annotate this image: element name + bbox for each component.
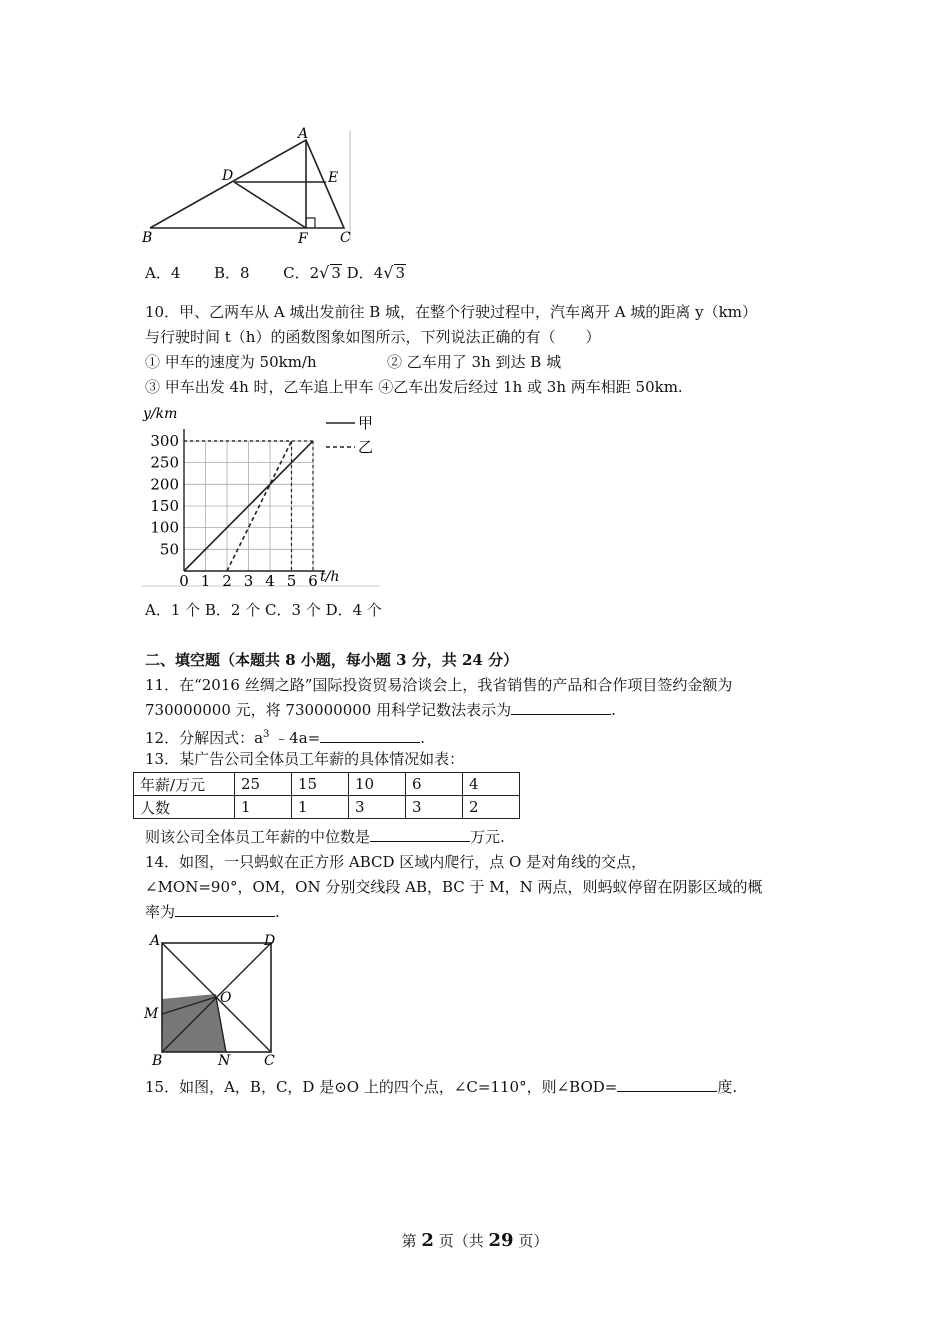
page-number: 2 <box>421 1230 434 1251</box>
x-tick-label: 0 <box>179 572 189 588</box>
table-cell: 3 <box>349 796 406 819</box>
q9-option-d: D．4 <box>346 264 384 282</box>
y-tick-label: 150 <box>150 496 179 515</box>
triangle-figure <box>140 126 360 246</box>
q15-line <box>145 1077 737 1097</box>
x-tick-label: 2 <box>222 572 232 588</box>
total-pages: 29 <box>488 1230 514 1251</box>
q11-line2 <box>145 700 616 720</box>
q14-line2: ∠MON=90°，OM，ON 分别交线段 AB，BC 于 M，N 两点，则蚂蚁停留在阴影区域的概 <box>145 878 763 896</box>
salary-table <box>133 772 520 819</box>
q10-line2: 与行驶时间 t（h）的函数图象如图所示，下列说法正确的有（ ） <box>145 328 601 346</box>
q10-stmt2: ② 乙车用了 3h 到达 B 城 <box>387 353 562 371</box>
table-cell: 2 <box>463 796 520 819</box>
q13-after-suffix: 万元. <box>470 828 505 846</box>
q10-options: A．1 个 B．2 个 C．3 个 D．4 个 <box>145 601 382 619</box>
table-row <box>134 773 520 796</box>
q9-option-c-radicand: 3 <box>331 264 341 282</box>
q14-line1: 14．如图，一只蚂蚁在正方形 ABCD 区域内爬行，点 O 是对角线的交点， <box>145 853 647 871</box>
section-title: 二、填空题（本题共 8 小题，每小题 3 分，共 24 分） <box>145 651 519 669</box>
table-cell: 25 <box>235 773 292 796</box>
y-tick-label: 200 <box>150 475 179 494</box>
q11-answer-blank[interactable] <box>511 700 611 715</box>
footer-suffix: 页） <box>513 1232 549 1250</box>
y-tick-label: 300 <box>150 431 179 450</box>
footer-middle: 页（共 <box>433 1232 489 1250</box>
x-tick-label: 6 <box>308 572 318 588</box>
label-C: C <box>264 1053 275 1068</box>
table-cell: 4 <box>463 773 520 796</box>
q9-option-b: B．8 <box>213 264 250 282</box>
distance-time-chart <box>140 403 390 588</box>
q13-answer-blank[interactable] <box>370 827 470 842</box>
q14-line3 <box>145 902 280 922</box>
label-O: O <box>220 990 232 1006</box>
q11-line1: 11．在“2016 丝绸之路”国际投资贸易洽谈会上，我省销售的产品和合作项目签约金额为 <box>145 676 733 694</box>
table-cell: 人数 <box>134 796 235 819</box>
page-footer <box>0 1230 950 1251</box>
x-tick-label: 3 <box>243 572 254 588</box>
q12-answer-blank[interactable] <box>320 728 420 743</box>
q12-suffix: ﹣4a= <box>269 729 321 747</box>
table-cell: 1 <box>292 796 349 819</box>
q12-exponent: 3 <box>263 729 270 740</box>
label-M: M <box>144 1006 159 1022</box>
q14-end: . <box>275 903 280 921</box>
q11-line2-text: 730000000 元，将 730000000 用科学记数法表示为 <box>145 701 512 719</box>
label-F: F <box>298 231 308 246</box>
table-cell: 6 <box>406 773 463 796</box>
label-D: D <box>222 168 234 184</box>
x-axis-label: t/h <box>320 569 340 585</box>
label-B: B <box>152 1053 163 1068</box>
table-cell: 1 <box>235 796 292 819</box>
y-tick-label: 250 <box>150 453 179 472</box>
q10-stmt1: ① 甲车的速度为 50km/h <box>145 353 317 371</box>
label-B: B <box>142 230 153 246</box>
table-cell: 年薪/万元 <box>134 773 235 796</box>
x-tick-label: 4 <box>265 572 275 588</box>
q9-options: A．4 B．8 C．2√ 3 D．4√ 3 <box>145 263 405 282</box>
q13-after <box>145 827 505 847</box>
q15-prefix: 15．如图，A，B，C，D 是⊙O 上的四个点，∠C=110°，则∠BOD= <box>145 1078 618 1096</box>
q13-after-prefix: 则该公司全体员工年薪的中位数是 <box>145 828 371 846</box>
footer-prefix: 第 <box>401 1232 422 1250</box>
x-tick-label: 5 <box>286 572 297 588</box>
y-tick-label: 100 <box>150 518 179 537</box>
label-A: A <box>298 126 309 142</box>
q10-stmt3: ③ 甲车出发 4h 时，乙车追上甲车 ④乙车出发后经过 1h 或 3h 两车相距 50km. <box>145 378 683 396</box>
square-figure <box>140 928 290 1068</box>
label-A: A <box>150 933 161 949</box>
q11-end: . <box>611 701 616 719</box>
x-tick-label: 1 <box>200 572 211 588</box>
label-E: E <box>328 170 339 186</box>
label-N: N <box>218 1053 231 1068</box>
q15-suffix: 度. <box>717 1078 738 1096</box>
y-tick-label: 50 <box>159 540 179 559</box>
table-cell: 10 <box>349 773 406 796</box>
q10-line1: 10．甲、乙两车从 A 城出发前往 B 城，在整个行驶过程中，汽车离开 A 城的距离 y（km） <box>145 303 757 321</box>
table-cell: 15 <box>292 773 349 796</box>
legend-series-b: 乙 <box>358 438 374 456</box>
q14-answer-blank[interactable] <box>175 902 275 917</box>
q9-option-c: C．2 <box>283 264 320 282</box>
table-row <box>134 796 520 819</box>
legend-series-a: 甲 <box>358 414 374 432</box>
label-D: D <box>264 933 276 949</box>
q9-option-a: A．4 <box>145 264 181 282</box>
q9-option-d-radicand: 3 <box>395 264 405 282</box>
q13-intro: 13．某广告公司全体员工年薪的具体情况如表： <box>145 750 465 768</box>
q12-line <box>145 725 425 748</box>
q12-end: . <box>420 729 426 747</box>
label-C: C <box>340 230 351 246</box>
q15-answer-blank[interactable] <box>617 1077 717 1092</box>
y-axis-label: y/km <box>143 406 178 422</box>
q14-line3-text: 率为 <box>145 903 176 921</box>
table-cell: 3 <box>406 796 463 819</box>
q12-prefix: 12．分解因式：a <box>145 729 264 747</box>
